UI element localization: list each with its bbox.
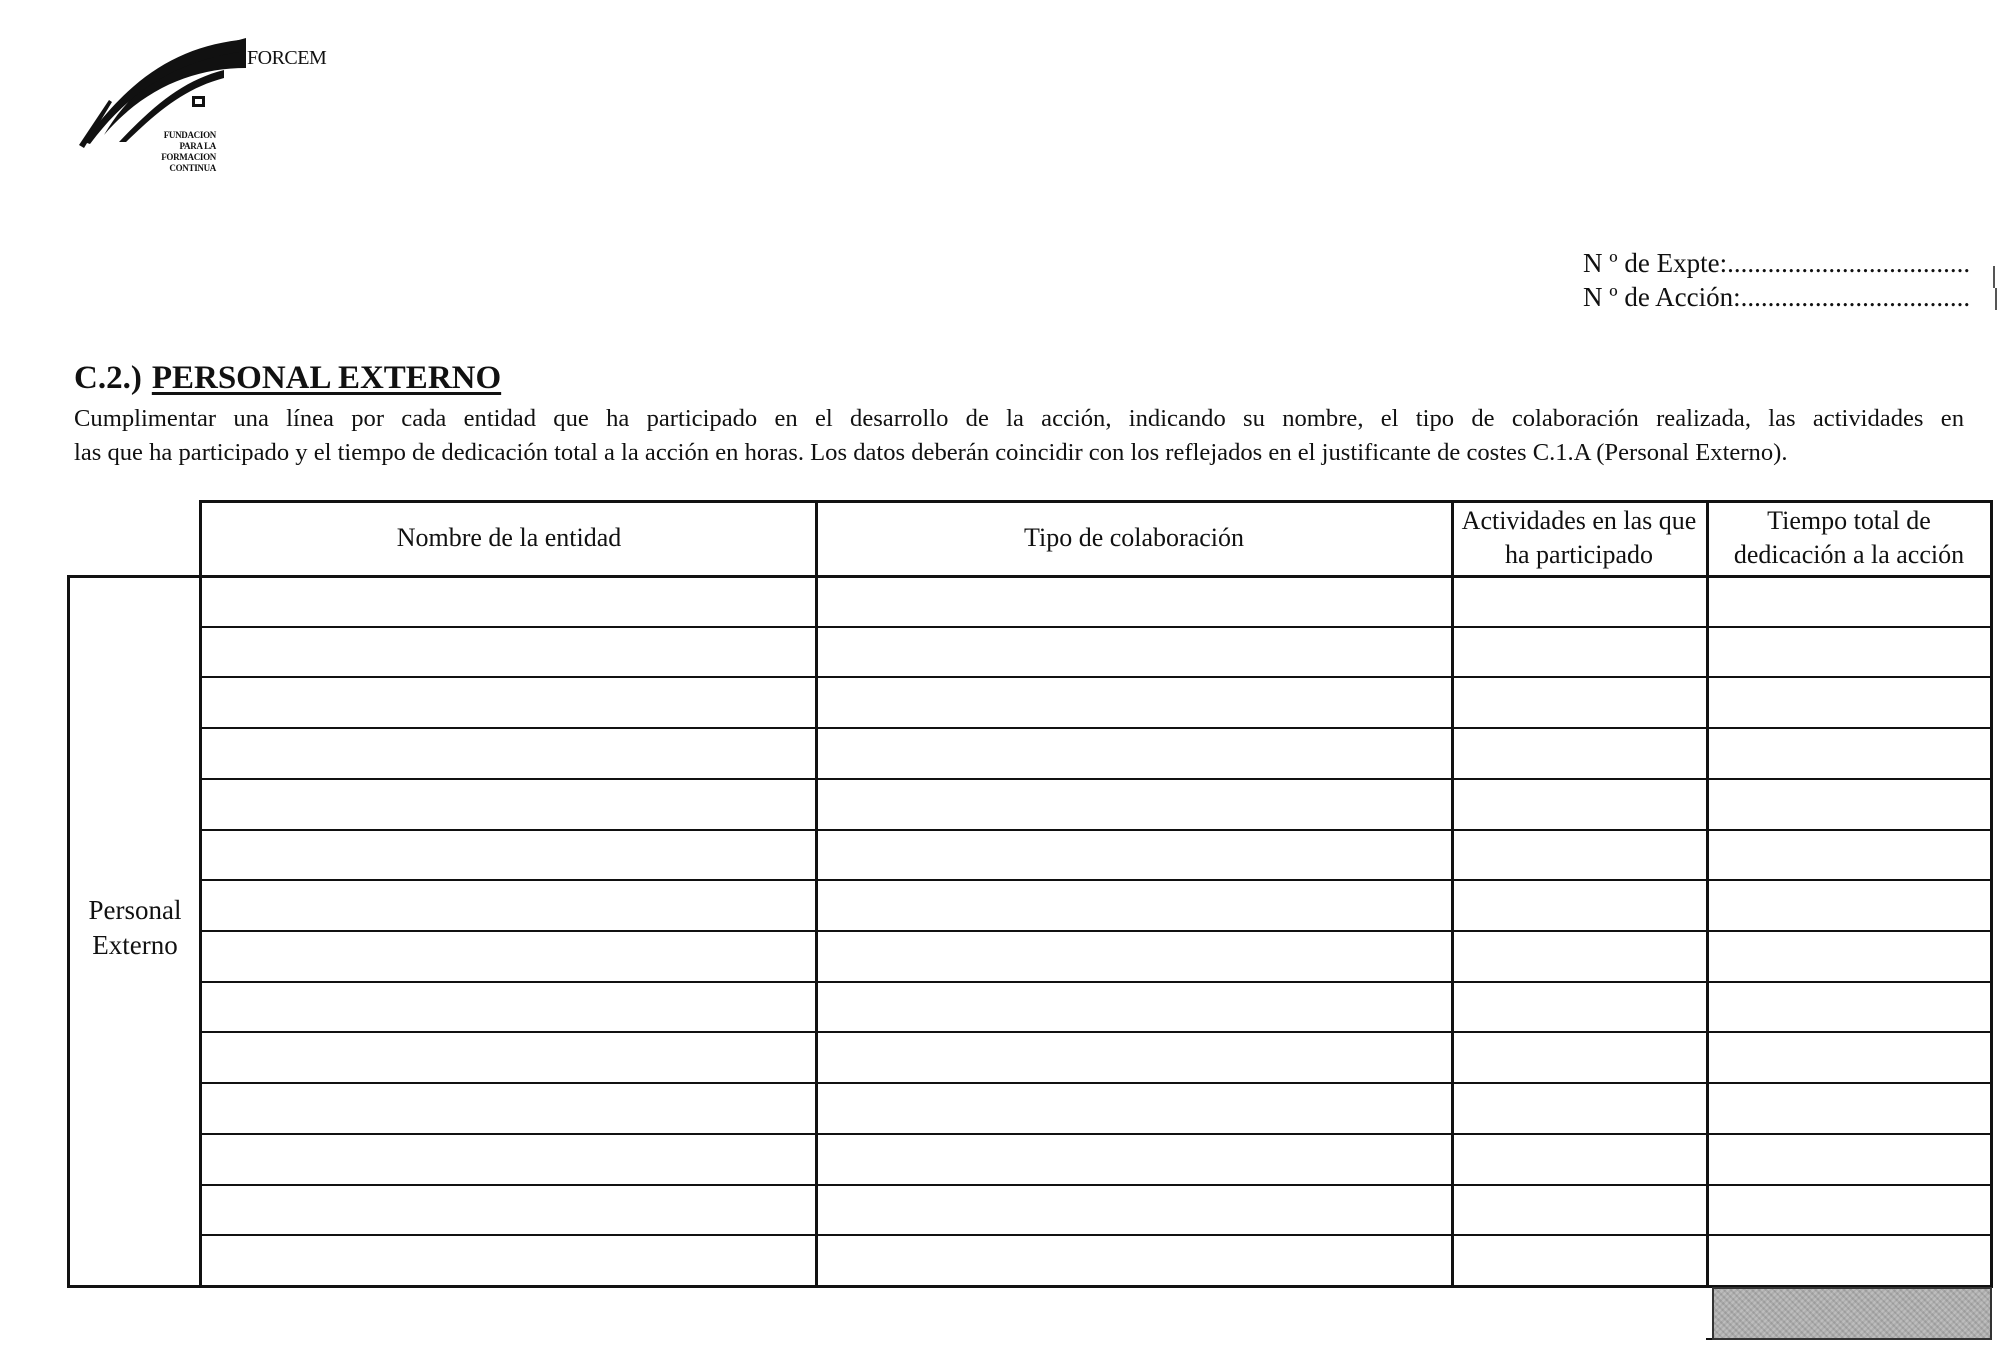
column-header-tiempo: Tiempo total de dedicación a la acción xyxy=(1733,506,1965,569)
table-cell[interactable] xyxy=(819,782,1453,827)
table-cell[interactable] xyxy=(203,579,817,624)
table-cell[interactable] xyxy=(819,1188,1453,1233)
table-cell[interactable] xyxy=(203,883,817,928)
row-divider xyxy=(199,1031,1992,1033)
table-cell[interactable] xyxy=(1455,630,1708,675)
row-divider xyxy=(199,1184,1992,1186)
table-cell[interactable] xyxy=(1710,731,1992,776)
table-cell[interactable] xyxy=(203,1238,817,1283)
table-cell[interactable] xyxy=(1455,833,1708,878)
table-cell[interactable] xyxy=(1710,782,1992,827)
row-divider xyxy=(199,727,1992,729)
table-cell[interactable] xyxy=(1710,680,1992,725)
margin-mark xyxy=(1995,288,1997,310)
section-heading: PERSONAL EXTERNO xyxy=(151,360,502,396)
table-cell[interactable] xyxy=(203,985,817,1030)
table-cell[interactable] xyxy=(1455,934,1708,979)
instructions-line-1: Cumplimentar una línea por cada entidad que ha participado en el desarrollo de la acción, indicando su nombre, el tipo de colaboración realizada, las actividades en xyxy=(74,405,1964,432)
table-cell[interactable] xyxy=(1710,1035,1992,1080)
logo-brand-text: FORCEM xyxy=(247,47,327,69)
table-cell[interactable] xyxy=(203,1086,817,1131)
table-cell[interactable] xyxy=(819,630,1453,675)
table-cell[interactable] xyxy=(203,1035,817,1080)
forcem-logo xyxy=(74,30,374,200)
table-cell[interactable] xyxy=(819,985,1453,1030)
table-bottom-border xyxy=(67,1285,1992,1288)
row-divider xyxy=(199,879,1992,881)
table-cell[interactable] xyxy=(819,883,1453,928)
row-divider xyxy=(199,676,1992,678)
table-cell[interactable] xyxy=(1710,579,1992,624)
table-cell[interactable] xyxy=(1710,1188,1992,1233)
section-number: C.2.) xyxy=(74,360,142,396)
column-header-tipo: Tipo de colaboración xyxy=(1024,523,1244,552)
table-cell[interactable] xyxy=(1710,833,1992,878)
table-cell[interactable] xyxy=(203,782,817,827)
column-header-actividades: Actividades en las que ha participado xyxy=(1461,506,1697,569)
table-cell[interactable] xyxy=(819,1238,1453,1283)
logo-subtitle-line: FORMACION xyxy=(161,152,216,162)
row-divider xyxy=(199,1234,1992,1236)
row-divider xyxy=(199,1082,1992,1084)
section-title xyxy=(74,360,501,397)
table-cell[interactable] xyxy=(1455,1188,1708,1233)
section-instructions xyxy=(74,402,1964,470)
forcem-swoosh-icon xyxy=(74,30,374,200)
table-cell[interactable] xyxy=(1710,883,1992,928)
total-shaded-cell xyxy=(1712,1287,1992,1340)
table-cell[interactable] xyxy=(1710,934,1992,979)
table-cell[interactable] xyxy=(1455,782,1708,827)
row-divider xyxy=(199,981,1992,983)
table-cell[interactable] xyxy=(203,680,817,725)
expediente-number-field[interactable]: N º de Expte:.................................... xyxy=(1583,248,1971,278)
row-divider xyxy=(199,829,1992,831)
table-cell[interactable] xyxy=(819,1086,1453,1131)
table-cell[interactable] xyxy=(819,934,1453,979)
column-header-nombre: Nombre de la entidad xyxy=(396,523,622,552)
table-cell[interactable] xyxy=(1455,1137,1708,1182)
table-cell[interactable] xyxy=(203,630,817,675)
table-cell[interactable] xyxy=(1455,883,1708,928)
table-cell[interactable] xyxy=(819,731,1453,776)
logo-subtitle xyxy=(140,130,216,174)
instructions-line-2: las que ha participado y el tiempo de dedicación total a la acción en horas. Los datos deberán coincidir con los reflejados en el justificante de costes C.1.A (Personal Externo). xyxy=(74,439,1788,466)
table-cell[interactable] xyxy=(1455,985,1708,1030)
table-cell[interactable] xyxy=(1455,1035,1708,1080)
table-cell[interactable] xyxy=(819,833,1453,878)
table-cell[interactable] xyxy=(203,731,817,776)
table-cell[interactable] xyxy=(203,934,817,979)
logo-subtitle-line: PARA LA xyxy=(179,141,216,151)
row-divider xyxy=(199,1133,1992,1135)
accion-number-field[interactable]: N º de Acción:.................................. xyxy=(1583,282,1971,312)
table-cell[interactable] xyxy=(1710,1086,1992,1131)
table-cell[interactable] xyxy=(1455,579,1708,624)
table-cell[interactable] xyxy=(1710,1137,1992,1182)
table-cell[interactable] xyxy=(203,833,817,878)
row-group-label: Personal Externo xyxy=(88,895,182,960)
table-cell[interactable] xyxy=(1455,1238,1708,1283)
table-cell[interactable] xyxy=(1710,1238,1992,1283)
logo-subtitle-line: FUNDACION xyxy=(163,130,216,140)
table-cell[interactable] xyxy=(819,680,1453,725)
logo-subtitle-line: CONTINUA xyxy=(169,163,216,173)
margin-mark xyxy=(1993,266,1995,288)
table-cell[interactable] xyxy=(1710,630,1992,675)
header-bottom-border xyxy=(67,575,1992,578)
table-cell[interactable] xyxy=(1455,731,1708,776)
row-divider xyxy=(199,778,1992,780)
table-cell[interactable] xyxy=(819,1035,1453,1080)
table-cell[interactable] xyxy=(1455,1086,1708,1131)
row-divider xyxy=(199,626,1992,628)
table-cell[interactable] xyxy=(819,1137,1453,1182)
table-cell[interactable] xyxy=(203,1137,817,1182)
row-divider xyxy=(199,930,1992,932)
table-cell[interactable] xyxy=(1710,985,1992,1030)
table-cell[interactable] xyxy=(203,1188,817,1233)
table-cell[interactable] xyxy=(819,579,1453,624)
table-cell[interactable] xyxy=(1455,680,1708,725)
